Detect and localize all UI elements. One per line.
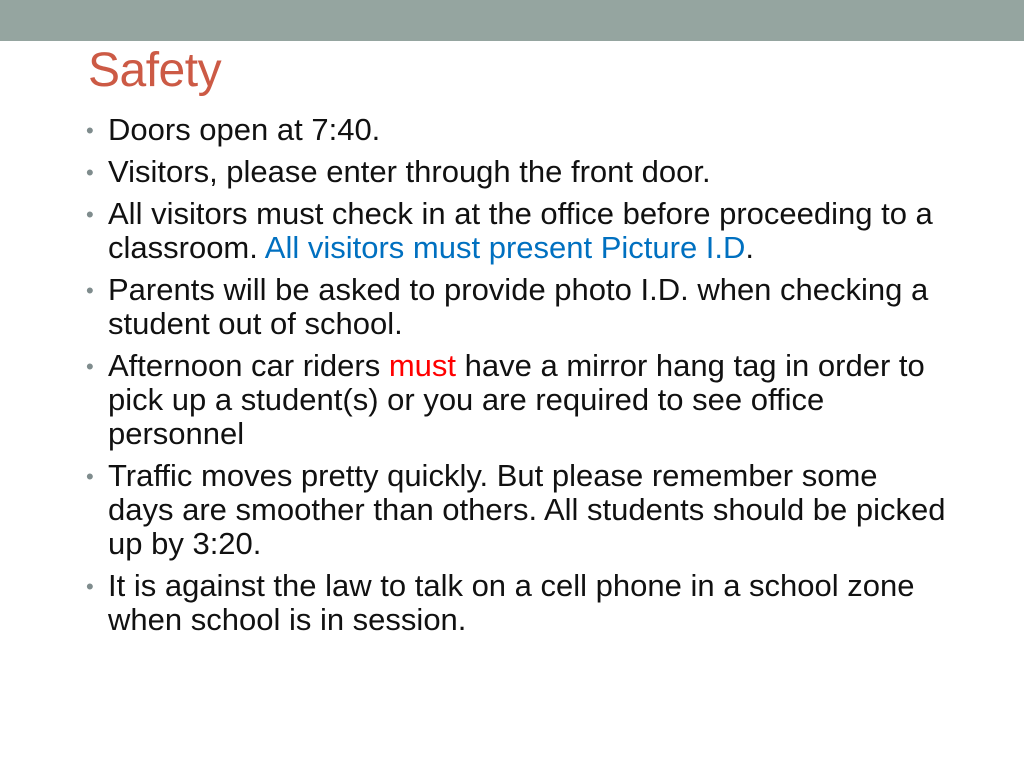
top-accent-bar <box>0 0 1024 41</box>
bullet-dot-icon: • <box>86 202 94 227</box>
bullet-dot-icon: • <box>86 574 94 599</box>
bullet-text: Traffic moves pretty quickly. But please remember some days are smoother than others. All students should be picked up by 3:20. <box>108 458 946 561</box>
bullet-dot-icon: • <box>86 118 94 143</box>
bullet-item <box>86 197 946 265</box>
bullet-text: Parents will be asked to provide photo I.D. when checking a student out of school. <box>108 272 929 341</box>
bullet-text: Doors open at 7:40. <box>108 112 381 147</box>
bullet-list <box>86 113 946 645</box>
bullet-text: have a mirror hang tag in order to pick up a student(s) or you are required to see office personnel <box>108 348 925 451</box>
bullet-item <box>86 155 946 189</box>
bullet-item <box>86 569 946 637</box>
bullet-dot-icon: • <box>86 278 94 303</box>
bullet-highlight-text: must <box>388 348 457 383</box>
bullet-text: . <box>745 230 755 265</box>
bullet-highlight-text: All visitors must present Picture I.D <box>264 230 746 265</box>
bullet-item <box>86 273 946 341</box>
bullet-item <box>86 113 946 147</box>
bullet-dot-icon: • <box>86 464 94 489</box>
bullet-item <box>86 459 946 561</box>
bullet-dot-icon: • <box>86 354 94 379</box>
bullet-text: It is against the law to talk on a cell phone in a school zone when school is in session. <box>108 568 915 637</box>
bullet-dot-icon: • <box>86 160 94 185</box>
bullet-text: Afternoon car riders <box>108 348 389 383</box>
bullet-item <box>86 349 946 451</box>
bullet-text: Visitors, please enter through the front door. <box>108 154 711 189</box>
bullet-text: All visitors must check in at the office before proceeding to a classroom. <box>108 196 933 265</box>
slide-title: Safety <box>88 44 222 97</box>
